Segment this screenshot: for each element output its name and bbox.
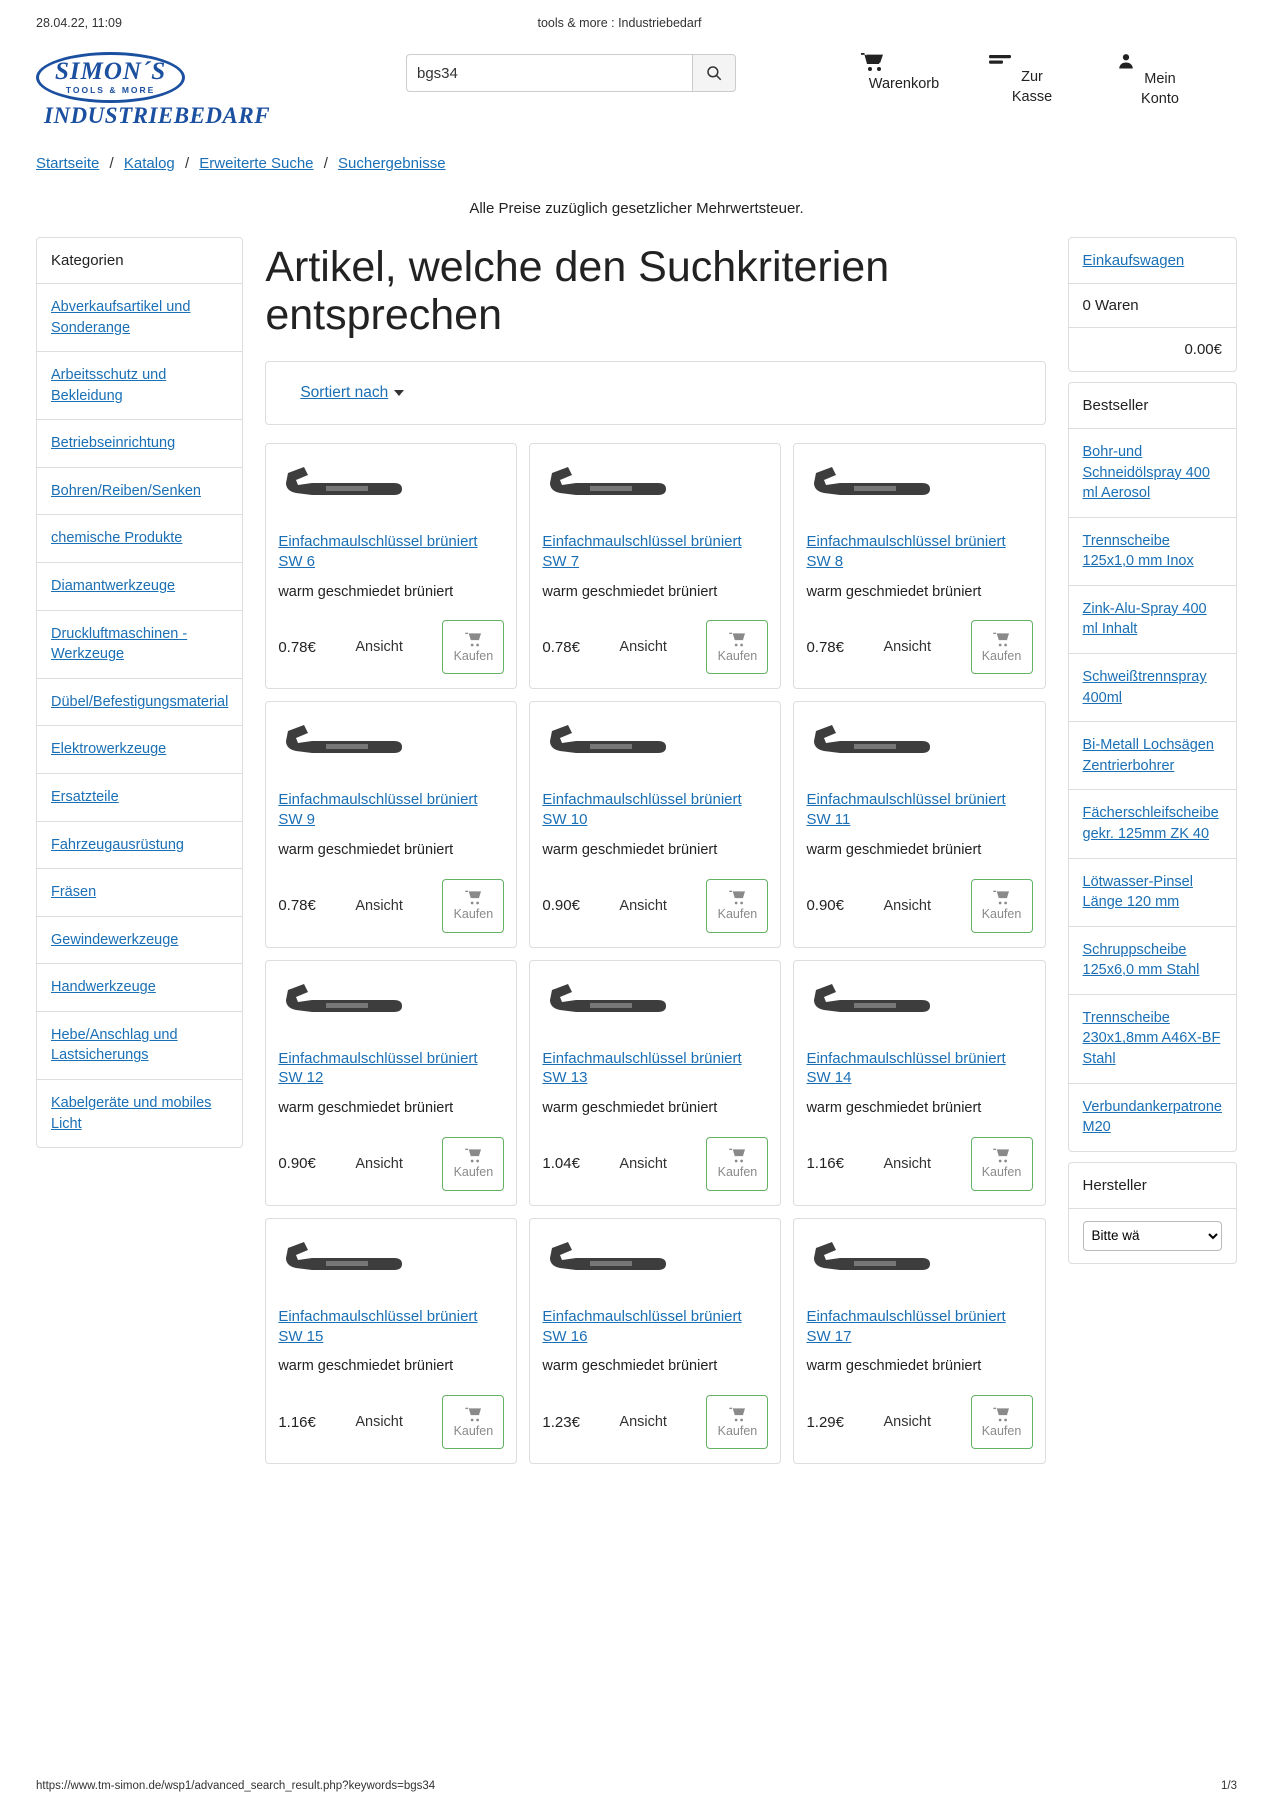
product-card[interactable]: [529, 1218, 781, 1464]
category-link[interactable]: Fahrzeugausrüstung: [51, 836, 184, 853]
sidebar-right: [1068, 237, 1237, 1274]
product-title-link[interactable]: Einfachmaulschlüssel brüniert SW 17: [806, 1307, 1006, 1345]
cart-panel-heading: [1069, 238, 1236, 283]
product-buy-button[interactable]: [442, 1395, 504, 1449]
product-footer: [542, 879, 768, 933]
product-title-link[interactable]: Einfachmaulschlüssel brüniert SW 6: [278, 533, 478, 571]
product-view-link[interactable]: Ansicht: [619, 639, 667, 656]
product-description: warm geschmiedet brüniert: [542, 1100, 718, 1117]
search-input[interactable]: [406, 54, 692, 92]
product-title-link[interactable]: Einfachmaulschlüssel brüniert SW 10: [542, 791, 742, 829]
category-link[interactable]: Dübel/Befestigungsmaterial: [51, 693, 229, 710]
bestseller-panel: [1068, 382, 1237, 1152]
manufacturer-select[interactable]: [1083, 1221, 1222, 1251]
product-view-link[interactable]: Ansicht: [355, 1414, 403, 1430]
cart-panel-link[interactable]: Einkaufswagen: [1082, 252, 1185, 269]
cart-icon: [729, 1407, 746, 1422]
product-price: 0.78€: [278, 897, 316, 915]
sidebar-item-diamantwerkzeuge[interactable]: [37, 562, 242, 610]
bestseller-link[interactable]: Zink-Alu-Spray 400 ml Inhalt: [1082, 600, 1207, 638]
product-card[interactable]: [793, 960, 1045, 1206]
product-price: 0.78€: [806, 638, 844, 656]
manufacturer-select-wrap: [1069, 1208, 1236, 1263]
product-card[interactable]: [265, 1218, 517, 1464]
site-logo[interactable]: [36, 46, 386, 129]
product-image: [806, 973, 1032, 1043]
bestseller-link[interactable]: Lötwasser-Pinsel Länge 120 mm: [1082, 873, 1193, 911]
product-footer: [542, 1395, 768, 1449]
category-link[interactable]: Elektrowerkzeuge: [51, 741, 167, 758]
product-footer: [278, 620, 504, 674]
cart-icon: [729, 890, 746, 905]
categories-heading: Kategorien: [51, 252, 124, 269]
breadcrumb-separator: /: [323, 155, 328, 172]
category-link[interactable]: Fräsen: [51, 884, 97, 901]
cart-icon: [465, 1407, 482, 1422]
breadcrumb-separator: /: [109, 155, 114, 172]
sidebar-item-fahrzeugausruestung[interactable]: [37, 821, 242, 869]
main-content: [265, 237, 1045, 1464]
product-description: warm geschmiedet brüniert: [542, 1358, 718, 1375]
bestseller-item[interactable]: [1069, 653, 1236, 721]
category-link[interactable]: Arbeitsschutz und Bekleidung: [51, 367, 167, 404]
logo-tagline: TOOLS & MORE: [65, 85, 156, 95]
product-card[interactable]: [529, 443, 781, 689]
product-title-link[interactable]: Einfachmaulschlüssel brüniert SW 16: [542, 1307, 742, 1345]
logo-badge: [36, 52, 185, 103]
product-image: [542, 973, 768, 1043]
sidebar-left: [36, 237, 243, 1158]
product-buy-button[interactable]: [706, 1395, 768, 1449]
search-button[interactable]: [692, 54, 736, 92]
product-view-link[interactable]: Ansicht: [619, 1155, 667, 1172]
product-description: warm geschmiedet brüniert: [278, 842, 454, 859]
product-title-link[interactable]: Einfachmaulschlüssel brüniert SW 14: [806, 1049, 1006, 1087]
sidebar-item-betriebseinrichtung[interactable]: [37, 419, 242, 467]
cart-icon: [729, 632, 746, 647]
sidebar-item-fraesen[interactable]: [37, 868, 242, 916]
product-footer: [278, 1137, 504, 1191]
product-buy-button[interactable]: [971, 1137, 1033, 1191]
bestseller-link[interactable]: Schruppscheibe 125x6,0 mm Stahl: [1082, 941, 1200, 979]
print-date: 28.04.22, 11:09: [36, 16, 122, 30]
product-buy-button[interactable]: [442, 879, 504, 933]
bestseller-heading: Bestseller: [1082, 397, 1149, 414]
product-card[interactable]: [265, 443, 517, 689]
product-buy-button[interactable]: [706, 620, 768, 674]
search-icon: [705, 64, 723, 82]
bestseller-link[interactable]: Schweißtrennspray 400ml: [1082, 669, 1207, 706]
product-image: [542, 1231, 768, 1301]
product-footer: [542, 1137, 768, 1191]
product-image: [806, 1231, 1032, 1301]
cart-icon: [465, 1148, 482, 1163]
category-link[interactable]: Abverkaufsartikel und Sonderange: [51, 299, 191, 336]
sidebar-item-duebel-befestigung[interactable]: [37, 678, 242, 726]
cart-icon: [993, 1407, 1010, 1422]
cart-total: 0.00€: [1069, 327, 1236, 371]
product-view-link[interactable]: Ansicht: [883, 639, 932, 656]
nav-checkout-label-1: Zur: [1021, 69, 1043, 85]
product-title-link[interactable]: Einfachmaulschlüssel brüniert SW 11: [806, 791, 1006, 829]
product-price: 1.23€: [542, 1413, 580, 1431]
product-buy-label: Kaufen: [981, 1423, 1022, 1438]
category-link[interactable]: Handwerkzeuge: [51, 979, 156, 996]
sidebar-item-hebe-anschlag[interactable]: [37, 1011, 242, 1079]
tax-note: Alle Preise zuzüglich gesetzlicher Mehrwertsteuer.: [469, 200, 804, 217]
bestseller-item[interactable]: [1069, 721, 1236, 789]
product-title-link[interactable]: Einfachmaulschlüssel brüniert SW 7: [542, 533, 742, 571]
product-title-link[interactable]: Einfachmaulschlüssel brüniert SW 15: [278, 1307, 478, 1345]
product-view-link[interactable]: Ansicht: [619, 897, 667, 914]
product-buy-button[interactable]: [971, 620, 1033, 674]
nav-checkout[interactable]: [989, 52, 1075, 109]
product-price: 1.16€: [806, 1155, 844, 1173]
product-description: warm geschmiedet brüniert: [806, 1100, 982, 1117]
sort-dropdown[interactable]: Sortiert nach: [300, 384, 389, 402]
bestseller-item[interactable]: [1069, 926, 1236, 994]
product-card[interactable]: [529, 701, 781, 947]
product-buy-button[interactable]: [706, 1137, 768, 1191]
product-view-link[interactable]: Ansicht: [619, 1414, 667, 1430]
product-image: [542, 456, 768, 526]
product-description: warm geschmiedet brüniert: [542, 842, 718, 859]
logo-brand-name: SIMON´S: [55, 58, 167, 85]
bestseller-item[interactable]: [1069, 994, 1236, 1083]
breadcrumb-separator: /: [184, 155, 190, 172]
category-link[interactable]: Bohren/Reiben/Senken: [51, 482, 201, 499]
nav-cart-label: Warenkorb: [868, 76, 940, 92]
nav-account-label-2: Konto: [1141, 90, 1179, 107]
product-grid: [265, 443, 1045, 1464]
product-footer: [806, 1137, 1032, 1191]
bestseller-link[interactable]: Trennscheibe 125x1,0 mm Inox: [1082, 532, 1194, 570]
product-image: [806, 714, 1032, 784]
product-title-link[interactable]: Einfachmaulschlüssel brüniert SW 9: [278, 791, 478, 829]
product-description: warm geschmiedet brüniert: [806, 842, 982, 859]
product-title-link[interactable]: Einfachmaulschlüssel brüniert SW 12: [278, 1049, 478, 1087]
product-buy-label: Kaufen: [981, 1165, 1022, 1180]
bestseller-item[interactable]: [1069, 1083, 1236, 1151]
product-buy-button[interactable]: [971, 1395, 1033, 1449]
cart-icon: [993, 632, 1010, 647]
bestseller-link[interactable]: Verbundankerpatrone M20: [1082, 1098, 1222, 1136]
sidebar-item-druckluftmaschinen[interactable]: [37, 610, 242, 678]
cart-icon: [993, 1148, 1010, 1163]
bestseller-link[interactable]: Fächerschleifscheibe gekr. 125mm ZK 40: [1082, 805, 1219, 842]
product-footer: [806, 879, 1032, 933]
bestseller-item[interactable]: [1069, 428, 1236, 517]
category-link[interactable]: Druckluftmaschinen - Werkzeuge: [51, 625, 188, 663]
sidebar-item-handwerkzeuge[interactable]: [37, 963, 242, 1011]
nav-account[interactable]: [1117, 52, 1203, 109]
category-link[interactable]: Betriebseinrichtung: [51, 435, 176, 452]
product-footer: [806, 1395, 1032, 1449]
product-buy-label: Kaufen: [453, 1165, 494, 1180]
categories-panel: [36, 237, 243, 1148]
product-description: warm geschmiedet brüniert: [278, 583, 454, 600]
breadcrumb-item-startseite[interactable]: Startseite: [36, 155, 100, 172]
cart-panel: [1068, 237, 1237, 372]
chevron-down-icon[interactable]: [394, 390, 404, 396]
product-footer: [278, 879, 504, 933]
product-card[interactable]: [529, 960, 781, 1206]
product-price: 0.78€: [278, 638, 316, 656]
category-link[interactable]: Kabelgeräte und mobiles Licht: [51, 1094, 212, 1132]
product-view-link[interactable]: Ansicht: [883, 1155, 932, 1172]
product-buy-label: Kaufen: [981, 648, 1022, 663]
product-footer: [806, 620, 1032, 674]
product-price: 0.90€: [806, 897, 844, 915]
cart-items-count: 0 Waren: [1069, 283, 1236, 327]
product-price: 0.90€: [542, 897, 580, 915]
category-link[interactable]: Diamantwerkzeuge: [51, 578, 176, 595]
print-doc-title: tools & more : Industriebedarf: [537, 16, 702, 30]
product-buy-button[interactable]: [971, 879, 1033, 933]
print-url: https://www.tm-simon.de/wsp1/advanced_search_result.php?keywords=bgs34: [36, 1780, 436, 1792]
product-card[interactable]: [265, 701, 517, 947]
category-link[interactable]: chemische Produkte: [51, 530, 183, 547]
cart-icon: [993, 890, 1010, 905]
product-buy-button[interactable]: [706, 879, 768, 933]
sort-bar: [265, 361, 1045, 425]
product-buy-label: Kaufen: [981, 907, 1022, 922]
product-price: 1.16€: [278, 1413, 316, 1431]
category-link[interactable]: Hebe/Anschlag und Lastsicherungs: [51, 1026, 178, 1064]
cart-icon: [465, 890, 482, 905]
sidebar-item-gewindewerkzeuge[interactable]: [37, 916, 242, 964]
site-header: [36, 36, 1237, 143]
manufacturer-heading: Hersteller: [1082, 1176, 1147, 1194]
product-description: warm geschmiedet brüniert: [542, 583, 718, 600]
product-buy-label: Kaufen: [717, 907, 758, 922]
product-card[interactable]: [793, 1218, 1045, 1464]
nav-checkout-label-2: Kasse: [1011, 88, 1053, 105]
product-title-link[interactable]: Einfachmaulschlüssel brüniert SW 13: [542, 1049, 742, 1087]
product-image: [542, 714, 768, 784]
bestseller-item[interactable]: [1069, 789, 1236, 857]
product-buy-label: Kaufen: [717, 1423, 758, 1438]
product-title-link[interactable]: Einfachmaulschlüssel brüniert SW 8: [806, 533, 1006, 571]
bestseller-link[interactable]: Trennscheibe 230x1,8mm A46X-BF Stahl: [1082, 1009, 1221, 1067]
cart-icon: [465, 632, 482, 647]
page-title: Artikel, welche den Suchkriterien entsprechen: [265, 243, 890, 340]
product-buy-label: Kaufen: [717, 1165, 758, 1180]
bestseller-link[interactable]: Bi-Metall Lochsägen Zentrierbohrer: [1082, 737, 1214, 774]
sidebar-item-ersatzteile[interactable]: [37, 773, 242, 821]
product-buy-label: Kaufen: [717, 648, 758, 663]
sidebar-item-elektrowerkzeuge[interactable]: [37, 725, 242, 773]
print-page-number: 1/3: [1221, 1780, 1237, 1792]
bestseller-link[interactable]: Bohr-und Schneidölspray 400 ml Aerosol: [1082, 444, 1210, 502]
product-image: [278, 973, 504, 1043]
product-view-link[interactable]: Ansicht: [355, 639, 403, 656]
product-buy-label: Kaufen: [453, 1423, 494, 1438]
category-link[interactable]: Gewindewerkzeuge: [51, 931, 179, 948]
sidebar-item-bohren-reiben-senken[interactable]: [37, 467, 242, 515]
sidebar-item-chemische-produkte[interactable]: [37, 514, 242, 562]
account-icon: [1117, 52, 1203, 70]
product-card[interactable]: [265, 960, 517, 1206]
product-buy-label: Kaufen: [453, 907, 494, 922]
product-buy-button[interactable]: [442, 620, 504, 674]
breadcrumb-item-katalog[interactable]: Katalog: [123, 155, 175, 172]
product-card[interactable]: [793, 443, 1045, 689]
product-description: warm geschmiedet brüniert: [806, 1358, 982, 1375]
product-image: [278, 456, 504, 526]
bestseller-item[interactable]: [1069, 858, 1236, 926]
manufacturer-panel: [1068, 1162, 1237, 1264]
product-view-link[interactable]: Ansicht: [883, 1414, 932, 1430]
product-buy-label: Kaufen: [453, 648, 494, 663]
product-footer: [542, 620, 768, 674]
product-image: [278, 1231, 504, 1301]
product-price: 1.04€: [542, 1155, 580, 1173]
product-description: warm geschmiedet brüniert: [806, 583, 982, 600]
bestseller-item[interactable]: [1069, 585, 1236, 653]
cart-icon: [861, 52, 947, 72]
product-view-link[interactable]: Ansicht: [883, 897, 932, 914]
breadcrumb: [36, 143, 1237, 178]
logo-suffix: INDUSTRIEBEDARF: [44, 103, 271, 128]
nav-account-label-1: Mein: [1144, 71, 1176, 87]
checkout-icon: [989, 52, 1075, 68]
product-description: warm geschmiedet brüniert: [278, 1100, 454, 1117]
top-navigation: [756, 46, 1237, 109]
print-footer: [0, 1780, 1273, 1792]
sidebar-item-kabelgeraete[interactable]: [37, 1079, 242, 1147]
product-description: warm geschmiedet brüniert: [278, 1358, 454, 1375]
product-price: 0.78€: [542, 638, 580, 656]
sidebar-item-arbeitsschutz[interactable]: [37, 351, 242, 419]
product-view-link[interactable]: Ansicht: [355, 1155, 403, 1172]
product-buy-button[interactable]: [442, 1137, 504, 1191]
search-form: [406, 54, 736, 92]
product-price: 0.90€: [278, 1155, 316, 1173]
sidebar-item-abverkaufsartikel[interactable]: [37, 283, 242, 351]
category-link[interactable]: Ersatzteile: [51, 788, 119, 805]
page-layout: [36, 237, 1237, 1464]
product-price: 1.29€: [806, 1413, 844, 1431]
product-view-link[interactable]: Ansicht: [355, 897, 403, 914]
breadcrumb-item-suchergebnisse[interactable]: Suchergebnisse: [338, 155, 446, 172]
product-image: [806, 456, 1032, 526]
product-footer: [278, 1395, 504, 1449]
product-card[interactable]: [793, 701, 1045, 947]
nav-cart[interactable]: [861, 52, 947, 109]
cart-icon: [729, 1148, 746, 1163]
print-header: [0, 0, 1273, 36]
breadcrumb-item-erweiterte-suche[interactable]: Erweiterte Suche: [199, 155, 314, 172]
bestseller-item[interactable]: [1069, 517, 1236, 585]
product-image: [278, 714, 504, 784]
